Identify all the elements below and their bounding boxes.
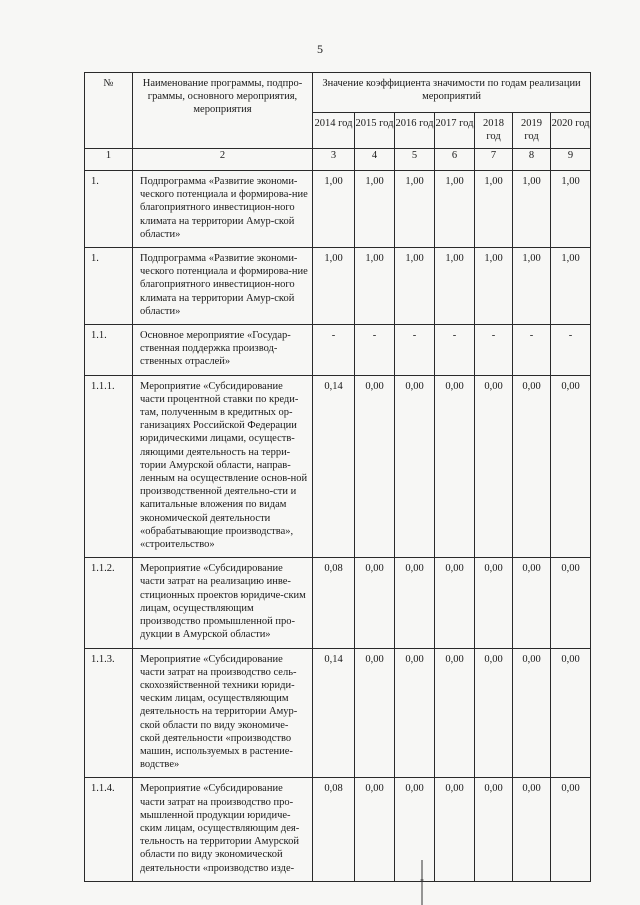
row-number: 1.1.3. [85, 648, 133, 778]
header-coefficient-group: Значение коэффициента значимости по годам реализации мероприятий [313, 73, 591, 113]
header-year: 2017 год [435, 113, 475, 149]
row-number: 1.1. [85, 325, 133, 376]
header-year: 2015 год [355, 113, 395, 149]
row-name: Мероприятие «Субсидирование части затрат на реализацию инве-стиционных проектов юридиче-ским лицам, осуществляющим производство промышленной про-дукции в Амурской области» [133, 558, 313, 648]
row-name: Мероприятие «Субсидирование части затрат на производство сель-скохозяйственной техники юриди-ческим лицам, осуществляющим деятельность на территории Амур-ской области по виду экономиче-ской деятельности «производство машин, используемых в растение-водстве» [133, 648, 313, 778]
header-year: 2018 год [475, 113, 513, 149]
row-name: Подпрограмма «Развитие экономи-ческого потенциала и формирова-ние благоприятного инвестицион-ного климата на территории Амур-ской области» [133, 248, 313, 325]
value-cell: 1,00 [551, 248, 591, 325]
index-cell: 1 [85, 149, 133, 171]
index-cell: 5 [395, 149, 435, 171]
row-name: Основное мероприятие «Государ-ственная поддержка производ-ственных отраслей» [133, 325, 313, 376]
table-row [85, 375, 591, 558]
coefficient-table [84, 72, 591, 882]
row-name: Мероприятие «Субсидирование части процентной ставки по креди-там, полученным в кредитных ор-ганизациях Российской Федерации юридическими лицами, осуществ-ляющими деятельность на терри-тории Амурской области, направ-ленным на осуществление основ-ной производственной деятельно-сти и капитальные вложения по видам экономической деятельности «обрабатывающие производства», «строительство» [133, 375, 313, 558]
index-cell: 3 [313, 149, 355, 171]
value-cell: 0,00 [475, 375, 513, 558]
value-cell: 0,14 [313, 375, 355, 558]
value-cell: 0,00 [355, 558, 395, 648]
value-cell: 0,00 [513, 648, 551, 778]
value-cell: 0,00 [355, 375, 395, 558]
value-cell: 1,00 [355, 171, 395, 248]
value-cell: 0,00 [395, 648, 435, 778]
header-year: 2020 год [551, 113, 591, 149]
index-cell: 6 [435, 149, 475, 171]
value-cell: 1,00 [355, 248, 395, 325]
index-cell: 8 [513, 149, 551, 171]
header-year: 2019 год [513, 113, 551, 149]
value-cell: 0,00 [551, 648, 591, 778]
value-cell: 1,00 [513, 248, 551, 325]
value-cell: - [475, 325, 513, 376]
value-cell: - [435, 325, 475, 376]
index-cell: 9 [551, 149, 591, 171]
value-cell: - [355, 325, 395, 376]
value-cell: 0,00 [435, 375, 475, 558]
row-number: 1. [85, 248, 133, 325]
value-cell: 0,00 [475, 558, 513, 648]
table-row [85, 171, 591, 248]
value-cell: 0,08 [313, 778, 355, 881]
header-year: 2016 год [395, 113, 435, 149]
value-cell: 0,00 [435, 558, 475, 648]
page-number: 5 [317, 42, 323, 56]
value-cell: 1,00 [313, 248, 355, 325]
value-cell: 0,00 [435, 648, 475, 778]
value-cell: - [313, 325, 355, 376]
value-cell: 0,00 [355, 648, 395, 778]
value-cell: 0,00 [395, 375, 435, 558]
row-number: 1. [85, 171, 133, 248]
value-cell: - [395, 325, 435, 376]
row-number: 1.1.2. [85, 558, 133, 648]
value-cell: 1,00 [435, 171, 475, 248]
header-number: № [85, 73, 133, 149]
table-row [85, 558, 591, 648]
value-cell: 0,00 [551, 375, 591, 558]
value-cell: 0,00 [513, 558, 551, 648]
value-cell: 1,00 [551, 171, 591, 248]
value-cell: 0,00 [355, 778, 395, 881]
value-cell: 1,00 [475, 171, 513, 248]
value-cell: 0,00 [551, 558, 591, 648]
header-year: 2014 год [313, 113, 355, 149]
value-cell: 0,00 [513, 375, 551, 558]
value-cell: 1,00 [435, 248, 475, 325]
value-cell: - [551, 325, 591, 376]
value-cell: 1,00 [475, 248, 513, 325]
value-cell: 0,00 [475, 778, 513, 881]
value-cell: 0,00 [551, 778, 591, 881]
value-cell: 0,00 [513, 778, 551, 881]
value-cell: 1,00 [395, 248, 435, 325]
index-cell: 7 [475, 149, 513, 171]
row-name: Подпрограмма «Развитие экономи-ческого потенциала и формирова-ние благоприятного инвестицион-ного климата на территории Амур-ской области» [133, 171, 313, 248]
header-name: Наименование программы, подпро-граммы, основного мероприятия, мероприятия [133, 73, 313, 149]
value-cell: 1,00 [313, 171, 355, 248]
index-cell: 2 [133, 149, 313, 171]
row-number: 1.1.4. [85, 778, 133, 881]
value-cell: - [513, 325, 551, 376]
row-name: Мероприятие «Субсидирование части затрат на производство про-мышленной продукции юридиче-ским лицам, осуществляющим дея-тельность на территории Амурской области по виду экономической деятельности «производство изде- [133, 778, 313, 881]
value-cell: 0,14 [313, 648, 355, 778]
value-cell: 0,00 [395, 778, 435, 881]
value-cell: 0,08 [313, 558, 355, 648]
table-row [85, 325, 591, 376]
value-cell: 0,00 [475, 648, 513, 778]
table-row [85, 778, 591, 881]
table-row [85, 248, 591, 325]
value-cell: 1,00 [513, 171, 551, 248]
scan-artifact-mark [420, 860, 424, 905]
row-number: 1.1.1. [85, 375, 133, 558]
table-row [85, 648, 591, 778]
value-cell: 1,00 [395, 171, 435, 248]
value-cell: 0,00 [435, 778, 475, 881]
index-cell: 4 [355, 149, 395, 171]
value-cell: 0,00 [395, 558, 435, 648]
